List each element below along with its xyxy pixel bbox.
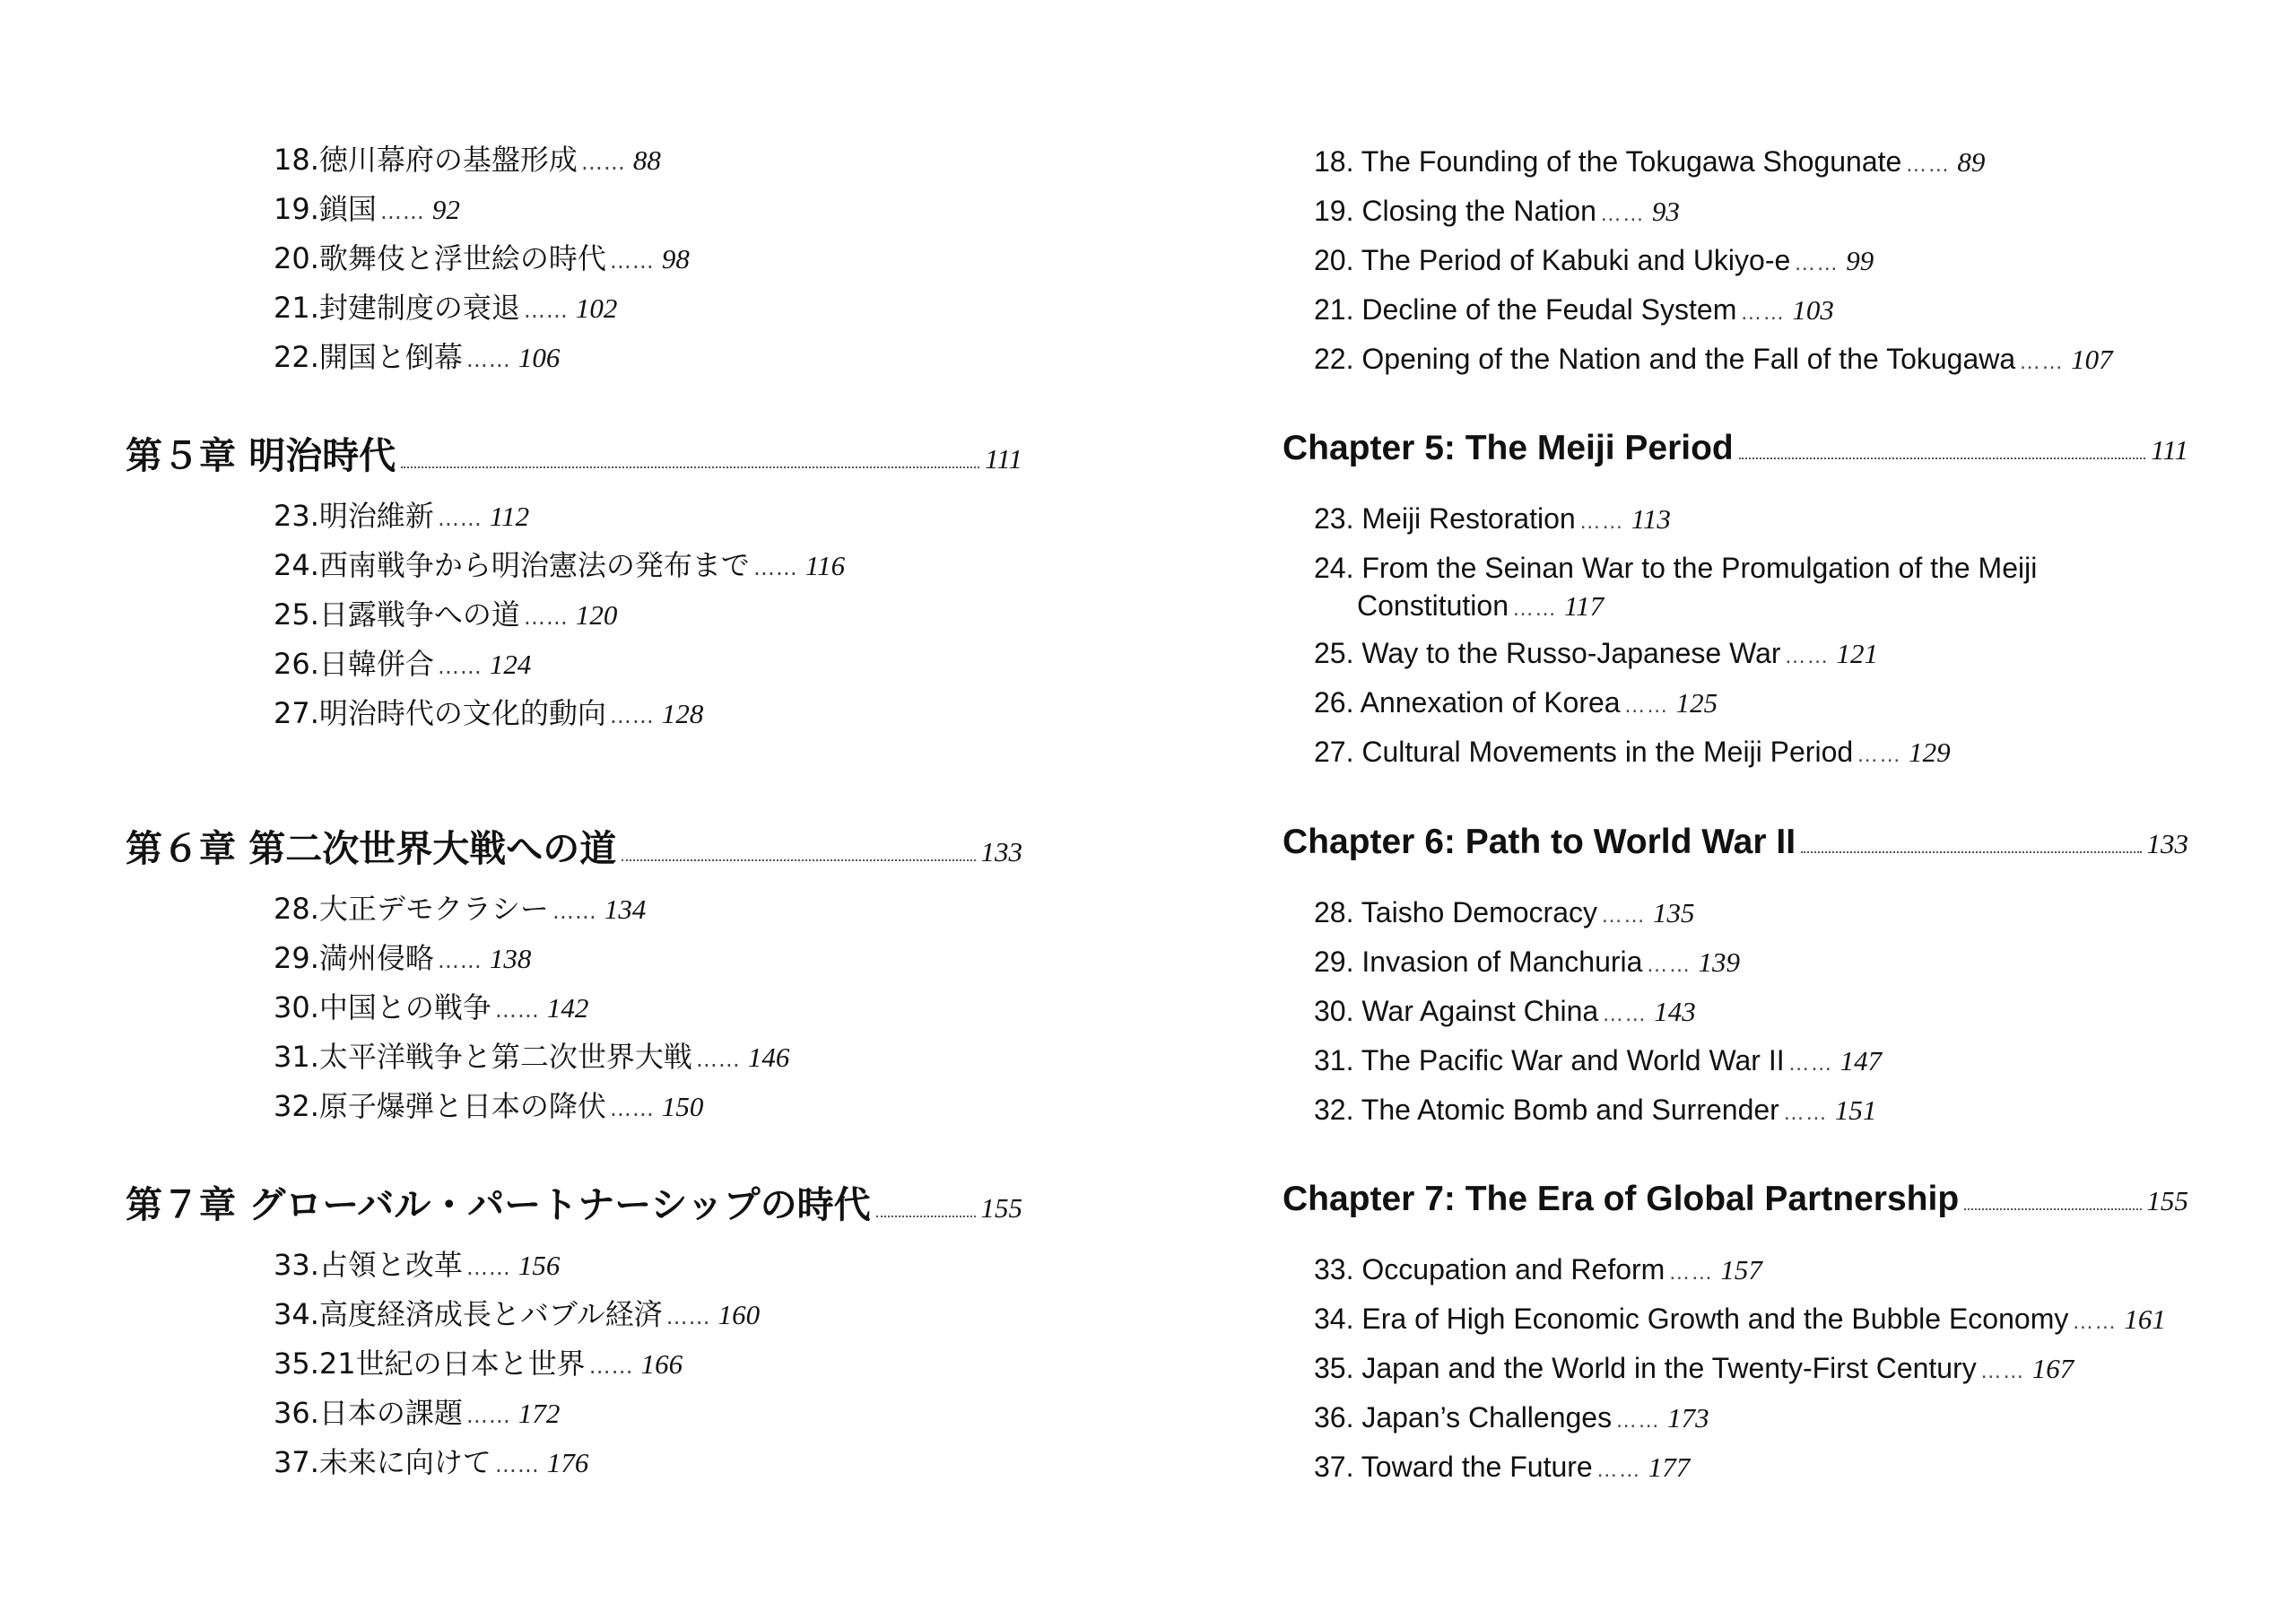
leader-dots: …… — [379, 199, 425, 224]
page-number: 155 — [980, 1192, 1022, 1224]
item-number: 26. — [274, 647, 319, 681]
item-number: 28. — [1314, 896, 1354, 928]
toc-item-37[interactable] — [274, 1444, 588, 1483]
item-title: 満州侵略 — [318, 941, 434, 975]
item-number: 33. — [1314, 1253, 1354, 1285]
leader-line — [401, 466, 979, 468]
page-number: 133 — [980, 836, 1022, 867]
leader-dots: …… — [1784, 644, 1830, 668]
toc-item-22[interactable] — [1314, 341, 2113, 380]
toc-item-31[interactable] — [1314, 1042, 1882, 1082]
item-title: 明治時代の文化的動向 — [318, 696, 606, 730]
toc-item-29[interactable] — [274, 940, 531, 979]
item-number: 32. — [274, 1089, 319, 1123]
leader-dots: …… — [437, 654, 483, 679]
leader-dots: …… — [494, 998, 540, 1023]
item-number: 22. — [1314, 343, 1354, 375]
item-title: Meiji Restoration — [1361, 502, 1576, 535]
item-number: 35. — [274, 1346, 319, 1381]
toc-item-21[interactable] — [274, 290, 617, 328]
item-title: The Period of Kabuki and Ukiyo-e — [1361, 244, 1791, 276]
chapter-7-heading[interactable] — [126, 1175, 1022, 1228]
toc-item-24[interactable] — [274, 547, 845, 586]
item-number: 27. — [274, 696, 319, 730]
leader-dots: …… — [1857, 743, 1902, 767]
item-title: 明治維新 — [318, 499, 434, 533]
page-number: 113 — [1631, 503, 1671, 535]
leader-dots: …… — [580, 150, 626, 175]
leader-dots: …… — [609, 248, 655, 274]
toc-item-34[interactable] — [274, 1296, 760, 1335]
toc-item-35[interactable] — [274, 1346, 683, 1384]
item-title: Taisho Democracy — [1361, 896, 1597, 928]
item-title: Era of High Economic Growth and the Bubble Economy — [1361, 1303, 2069, 1335]
chapter-7-heading[interactable] — [1283, 1180, 2188, 1219]
leader-line — [1964, 1207, 2141, 1210]
item-number: 24. — [274, 548, 319, 582]
chapter-5-heading[interactable] — [126, 426, 1022, 479]
leader-dots: …… — [609, 703, 655, 728]
chapter-6-heading[interactable] — [1283, 823, 2188, 862]
page-number: 89 — [1957, 146, 1986, 178]
page-number: 135 — [1653, 897, 1695, 928]
page-number: 111 — [985, 443, 1022, 475]
item-title: 21世紀の日本と世界 — [318, 1346, 586, 1381]
leader-dots: …… — [1602, 1002, 1648, 1026]
item-title: Cultural Movements in the Meiji Period — [1361, 736, 1854, 768]
leader-dots: …… — [665, 1304, 711, 1329]
page-number: 107 — [2071, 344, 2113, 375]
toc-item-25[interactable] — [274, 597, 617, 635]
leader-dots: …… — [437, 948, 483, 973]
page-number: 134 — [604, 893, 647, 925]
item-number: 29. — [274, 941, 319, 975]
chapter-title: Chapter 5: The Meiji Period — [1283, 429, 1734, 467]
page-number: 133 — [2146, 828, 2188, 859]
item-number: 28. — [274, 892, 319, 926]
leader-dots: …… — [437, 506, 483, 531]
item-number: 34. — [274, 1297, 319, 1331]
leader-line — [1801, 850, 2141, 853]
toc-item-23[interactable] — [274, 498, 529, 536]
toc-item-35[interactable] — [1314, 1350, 2074, 1390]
item-title: 大正デモクラシー — [318, 892, 549, 926]
page-number: 173 — [1667, 1402, 1709, 1434]
item-number: 23. — [1314, 502, 1354, 535]
page-number: 157 — [1720, 1254, 1762, 1285]
item-title: 太平洋戦争と第二次世界大戦 — [318, 1040, 692, 1074]
leader-dots: …… — [1615, 1408, 1661, 1433]
page-number: 167 — [2031, 1353, 2074, 1384]
item-title: The Atomic Bomb and Surrender — [1361, 1094, 1779, 1126]
toc-item-29[interactable] — [1314, 944, 1740, 983]
chapter-title: Chapter 6: Path to World War II — [1283, 823, 1796, 861]
toc-item-32[interactable] — [1314, 1092, 1876, 1131]
item-number: 31. — [274, 1040, 319, 1074]
toc-item-19[interactable] — [274, 191, 460, 230]
item-title: Way to the Russo-Japanese War — [1361, 637, 1781, 669]
item-title: Occupation and Reform — [1361, 1253, 1665, 1285]
item-title: Closing the Nation — [1361, 195, 1596, 227]
toc-item-31[interactable] — [274, 1039, 789, 1077]
page-number: 156 — [517, 1250, 561, 1281]
toc-item-23[interactable] — [1314, 501, 1671, 540]
page-number: 116 — [804, 550, 846, 581]
item-number: 33. — [274, 1248, 319, 1282]
leader-dots: …… — [588, 1354, 634, 1379]
page-number: 146 — [747, 1041, 790, 1073]
leader-dots: …… — [1979, 1359, 2025, 1383]
leader-dots: …… — [465, 347, 511, 372]
item-number: 23. — [274, 499, 319, 533]
page-number: 99 — [1846, 245, 1874, 276]
chapter-6-heading[interactable] — [126, 819, 1022, 872]
chapter-title: 第７章 グローバル・パートナーシップの時代 — [126, 1183, 871, 1226]
item-number: 24. — [1314, 552, 1354, 584]
toc-item-36[interactable] — [1314, 1399, 1709, 1439]
chapter-title: Chapter 7: The Era of Global Partnership — [1283, 1180, 1960, 1218]
toc-item-18[interactable] — [1314, 144, 1985, 183]
page-number: 88 — [632, 144, 661, 176]
page-number: 129 — [1909, 736, 1951, 768]
item-number: 20. — [1314, 244, 1354, 276]
item-number: 29. — [1314, 946, 1354, 978]
item-title: Annexation of Korea — [1360, 686, 1621, 719]
item-title: 日本の課題 — [318, 1396, 463, 1430]
leader-line — [876, 1215, 976, 1217]
page-number: 125 — [1675, 687, 1718, 719]
item-number: 36. — [274, 1396, 319, 1430]
item-number: 22. — [274, 340, 319, 374]
item-number: 32. — [1314, 1094, 1354, 1126]
page-number: 147 — [1839, 1045, 1883, 1076]
toc-item-28[interactable] — [274, 891, 646, 929]
item-number: 19. — [274, 192, 319, 226]
page-number: 142 — [546, 992, 589, 1024]
page-number: 177 — [1648, 1451, 1691, 1483]
leader-dots: …… — [2072, 1310, 2118, 1334]
item-title: From the Seinan War to the Promulgation of the Meiji — [1361, 552, 2038, 584]
leader-dots: …… — [1511, 597, 1557, 621]
toc-item-28[interactable] — [1314, 894, 1695, 934]
item-title: 占領と改革 — [318, 1248, 463, 1282]
page-number: 155 — [2146, 1185, 2188, 1216]
chapter-title: 第６章 第二次世界大戦への道 — [126, 827, 617, 870]
item-number: 30. — [1314, 995, 1354, 1027]
page-number: 121 — [1836, 638, 1879, 669]
toc-item-19[interactable] — [1314, 193, 1680, 232]
toc-item-27[interactable] — [1314, 734, 1951, 773]
item-number: 25. — [1314, 637, 1354, 669]
toc-item-25[interactable] — [1314, 635, 1878, 675]
toc-item-32[interactable] — [274, 1088, 703, 1127]
page-number: 106 — [517, 342, 561, 373]
toc-item-27[interactable] — [274, 695, 703, 734]
leader-dots: …… — [1599, 202, 1645, 226]
item-number: 18. — [1314, 145, 1354, 178]
leader-dots: …… — [1905, 153, 1951, 177]
item-number: 37. — [274, 1445, 319, 1479]
toc-item-22[interactable] — [274, 339, 560, 378]
item-number: 26. — [1314, 686, 1354, 719]
item-number: 21. — [1314, 293, 1354, 326]
item-number: 35. — [1314, 1352, 1354, 1384]
toc-item-36[interactable] — [274, 1395, 560, 1434]
item-number: 30. — [274, 990, 319, 1024]
page-number: 139 — [1698, 946, 1740, 978]
page-number: 151 — [1834, 1094, 1877, 1126]
item-title: Decline of the Feudal System — [1361, 293, 1737, 326]
item-number: 31. — [1314, 1044, 1354, 1076]
item-title: 日韓併合 — [318, 647, 434, 681]
leader-dots: …… — [1740, 301, 1786, 325]
leader-dots: …… — [1601, 903, 1646, 928]
leader-dots: …… — [494, 1452, 540, 1477]
toc-item-20[interactable] — [274, 240, 690, 279]
item-title: 高度経済成長とバブル経済 — [318, 1297, 663, 1331]
chapter-5-heading[interactable] — [1283, 429, 2188, 468]
toc-item-33[interactable] — [274, 1247, 560, 1285]
item-title: Japan and the World in the Twenty-First Century — [1361, 1352, 1977, 1384]
item-title: The Pacific War and World War II — [1361, 1044, 1785, 1076]
leader-dots: …… — [1794, 251, 1839, 275]
toc-item-30[interactable] — [274, 989, 588, 1028]
leader-dots: …… — [2019, 350, 2065, 374]
page-number: 92 — [431, 194, 460, 225]
leader-line — [622, 858, 975, 861]
item-number: 37. — [1314, 1451, 1354, 1483]
toc-item-18[interactable] — [274, 142, 661, 180]
page-number: 124 — [489, 649, 532, 680]
page-number: 111 — [2151, 434, 2188, 466]
item-title-continuation: Constitution — [1357, 589, 1509, 622]
toc-item-21[interactable] — [1314, 292, 1834, 331]
leader-dots: …… — [1596, 1458, 1641, 1482]
item-number: 34. — [1314, 1303, 1354, 1335]
item-title: 原子爆弾と日本の降伏 — [318, 1089, 606, 1123]
item-title: 封建制度の衰退 — [318, 291, 520, 325]
chapter-title: 第５章 明治時代 — [126, 434, 396, 477]
page-number: 150 — [661, 1091, 704, 1122]
item-title: The Founding of the Tokugawa Shogunate — [1361, 145, 1902, 178]
page-number: 160 — [718, 1299, 761, 1330]
item-number: 19. — [1314, 195, 1354, 227]
leader-dots: …… — [1646, 953, 1692, 977]
item-number: 20. — [274, 241, 319, 275]
leader-dots: …… — [695, 1047, 741, 1072]
item-title: Toward the Future — [1361, 1451, 1593, 1483]
page-number: 176 — [546, 1447, 589, 1478]
item-title: Opening of the Nation and the Fall of the Tokugawa — [1361, 343, 2016, 375]
toc-item-33[interactable] — [1314, 1251, 1762, 1291]
toc-item-34[interactable] — [1314, 1301, 2166, 1340]
item-title: 西南戦争から明治憲法の発布まで — [318, 548, 750, 582]
item-number: 25. — [274, 597, 319, 632]
item-title: Japan’s Challenges — [1361, 1401, 1613, 1434]
item-title: 徳川幕府の基盤形成 — [318, 143, 578, 177]
page-number: 117 — [1563, 590, 1605, 622]
item-number: 27. — [1314, 736, 1354, 768]
leader-dots: …… — [752, 555, 798, 580]
item-title: War Against China — [1361, 995, 1599, 1027]
page-number: 93 — [1651, 196, 1680, 227]
page-number: 103 — [1792, 294, 1834, 326]
item-title: 未来に向けて — [318, 1445, 491, 1479]
item-title: 日露戦争への道 — [318, 597, 520, 632]
leader-line — [1739, 457, 2145, 459]
leader-dots: …… — [1578, 510, 1624, 534]
item-title: 中国との戦争 — [318, 990, 491, 1024]
page-number: 161 — [2124, 1303, 2166, 1335]
page-number: 172 — [517, 1398, 561, 1429]
item-title: 鎖国 — [318, 192, 377, 226]
leader-dots: …… — [1787, 1051, 1833, 1076]
leader-dots: …… — [1623, 693, 1669, 718]
page-number: 98 — [661, 243, 690, 275]
toc-item-30[interactable] — [1314, 993, 1696, 1033]
item-number: 36. — [1314, 1401, 1354, 1434]
page-number: 143 — [1654, 996, 1696, 1027]
leader-dots: …… — [609, 1096, 655, 1121]
page-number: 138 — [489, 943, 532, 974]
leader-dots: …… — [523, 298, 569, 323]
toc-item-26[interactable] — [1314, 684, 1718, 724]
page-number: 112 — [489, 501, 530, 532]
leader-dots: …… — [465, 1403, 511, 1428]
item-title: 開国と倒幕 — [318, 340, 463, 374]
toc-item-26[interactable] — [274, 646, 531, 684]
leader-dots: …… — [1668, 1260, 1714, 1285]
leader-dots: …… — [523, 605, 569, 630]
toc-item-24[interactable] — [1314, 549, 2175, 628]
page-number: 102 — [575, 292, 618, 324]
item-number: 18. — [274, 143, 319, 177]
item-title: 歌舞伎と浮世絵の時代 — [318, 241, 606, 275]
page-number: 166 — [640, 1348, 683, 1380]
toc-item-37[interactable] — [1314, 1449, 1690, 1488]
leader-dots: …… — [552, 899, 597, 924]
leader-dots: …… — [465, 1255, 511, 1280]
page-number: 120 — [575, 599, 618, 631]
item-title: Invasion of Manchuria — [1361, 946, 1643, 978]
toc-item-20[interactable] — [1314, 242, 1874, 282]
leader-dots: …… — [1782, 1101, 1828, 1125]
item-number: 21. — [274, 291, 319, 325]
page-number: 128 — [661, 698, 704, 729]
